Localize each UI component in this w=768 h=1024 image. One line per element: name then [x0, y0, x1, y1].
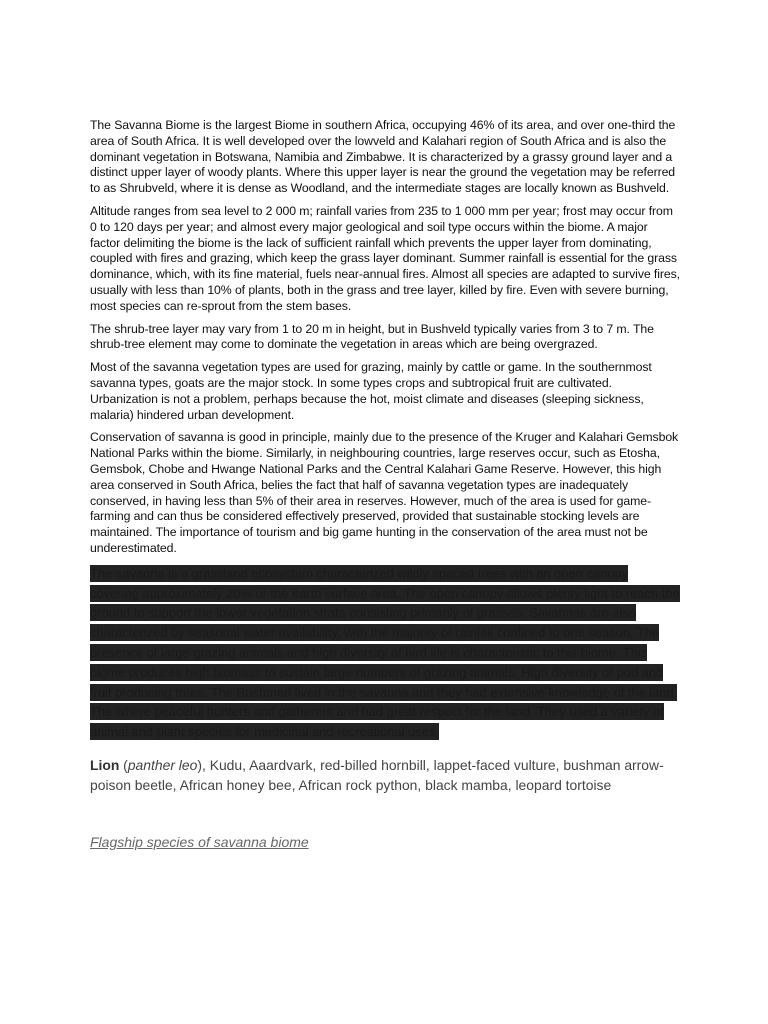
species-lead: Lion	[90, 756, 120, 773]
species-list	[90, 755, 680, 796]
species-rest: ), Kudu, Aaardvark, red-billed hornbill, lappet-faced vulture, bushman arrow-poison beetle, African honey bee, African rock python, black mamba, leopard tortoise	[90, 756, 664, 794]
paragraph-land-use: Most of the savanna vegetation types are used for grazing, mainly by cattle or game. In the southernmost savanna types, goats are the major stock. In some types crops and subtropical fruit are cultivated. Urbanization is not a problem, perhaps because the hot, moist climate and diseases (sleeping sickness, malaria) hindered urban development.	[90, 360, 652, 422]
paragraph-conservation: Conservation of savanna is good in principle, mainly due to the presence of the Kruger and Kalahari Gemsbok National Parks within the biome. Similarly, in neighbouring countries, large reserves occur, such as Etosha, Gemsbok, Chobe and Hwange National Parks and the Central Kalahari Game Reserve. However, this high area conserved in South Africa, belies the fact that half of savanna vegetation types are inadequately conserved, in having less than 5% of their area in reserves. However, much of the area is used for game-farming and can thus be considered effectively preserved, provided that sustainable stocking levels are maintained. The importance of tourism and big game hunting in the conservation of the area must not be underestimated.	[90, 430, 679, 555]
species-open-paren: (	[119, 756, 128, 773]
species-scientific-name: panther leo	[127, 756, 198, 773]
paragraph-shrub-layer: The shrub-tree layer may vary from 1 to 20 m in height, but in Bushveld typically varies from 3 to 7 m. The shrub-tree element may come to dominate the vegetation in areas which are being overgrazed.	[90, 321, 654, 352]
document-page	[90, 118, 680, 850]
flagship-caption-link[interactable]: Flagship species of savanna biome	[90, 833, 309, 850]
paragraph-climate: Altitude ranges from sea level to 2 000 m; rainfall varies from 235 to 1 000 mm per year; frost may occur from 0 to 120 days per year; and almost every major geological and soil type occurs within the biome. A major factor delimiting the biome is the lack of sufficient rainfall which prevents the upper layer from dominating, coupled with fires and grazing, which keep the grass layer dominant. Summer rainfall is essential for the grass dominance, which, with its fine material, fuels near-annual fires. Almost all species are adapted to survive fires, usually with less than 10% of plants, both in the grass and tree layer, killed by fire. Even with severe burning, most species can re-sprout from the stem bases.	[90, 203, 680, 313]
paragraph-intro: The Savanna Biome is the largest Biome in southern Africa, occupying 46% of its area, and over one-third the area of South Africa. It is well developed over the lowveld and Kalahari region of South Africa and is also the dominant vegetation in Botswana, Namibia and Zimbabwe. It is characterized by a grassy ground layer and a distinct upper layer of woody plants. Where this upper layer is near the ground the vegetation may be referred to as Shrubveld, where it is dense as Woodland, and the intermediate stages are locally known as Bushveld.	[90, 118, 676, 196]
highlighted-selection[interactable]	[90, 564, 680, 742]
highlighted-text[interactable]: The savanna is a grassland ecosystem characterized wildly spaced trees with an open canopy covering approximately 20% or the earth surface area. The open canopy allows plenty light to reach the ground to support the lower vegetation strata consisting primarily of grasses. Savannas are also characterized by seasonal water availability, with the majority of rainfall confined to one season. The presence of large grazing animals and high diversity of bird life is characteristic to this biome. This biome produces high biomass to sustain large numbers of grazing animals. High diversity of pod and fruit producing trees. The Bushmen lived in the savanna and they had extensive knowledge of the land. The where peaceful hunters and gatherers and had great respect for the land. They used a variety of animal and plant species for medicinal and recreational uses.	[90, 565, 680, 740]
